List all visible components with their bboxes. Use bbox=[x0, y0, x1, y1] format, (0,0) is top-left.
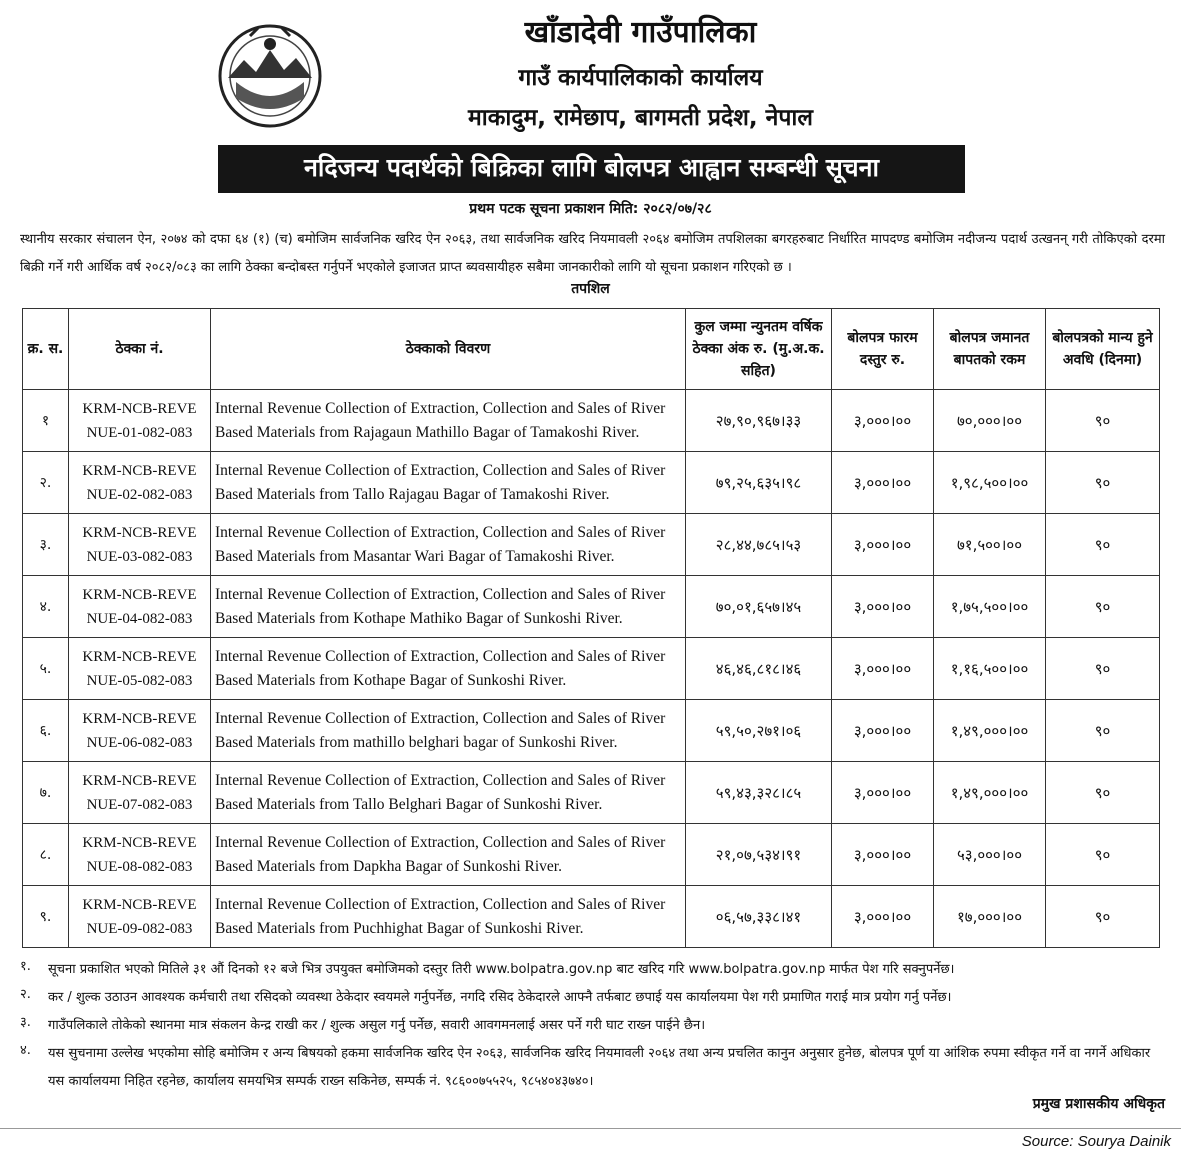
description-line-2: Based Materials from Tallo Rajagau Bagar of Tamakoshi River. bbox=[215, 485, 610, 503]
row-security: ५३,०००।०० bbox=[934, 824, 1046, 886]
description-line-1: Internal Revenue Collection of Extraction, Collection and Sales of River bbox=[215, 399, 666, 417]
contract-code-line-2: NUE-01-082-083 bbox=[86, 424, 193, 441]
row-form-fee: ३,०००।०० bbox=[832, 452, 934, 514]
row-sn: ८. bbox=[23, 824, 69, 886]
table-header-row bbox=[23, 309, 1160, 390]
note-text: गाउँपलिकाले तोकेको स्थानमा मात्र संकलन केन्द्र राखी कर / शुल्क असुल गर्नु पर्नेछ, सवारी आवगमनलाई असर पर्ने गरी घाट राख्न पाईने छैन। bbox=[48, 1018, 706, 1033]
row-security: १,४९,०००।०० bbox=[934, 700, 1046, 762]
row-min-amount: ५९,५०,२७१।०६ bbox=[686, 700, 832, 762]
contract-code-line-2: NUE-05-082-083 bbox=[86, 672, 193, 689]
row-sn: ९. bbox=[23, 886, 69, 948]
description-line-1: Internal Revenue Collection of Extraction, Collection and Sales of River bbox=[215, 523, 666, 541]
note-text: सूचना प्रकाशित भएको मितिले ३१ औं दिनको १२ बजे भित्र उपयुक्त बमोजिमको दस्तुर तिरी www.bolpatra.gov.np बाट खरिद गरि www.bolpatra.gov.np मार्फत पेश गरि सक्नुपर्नेछ। bbox=[48, 962, 955, 977]
row-validity: ९० bbox=[1046, 514, 1160, 576]
description-line-1: Internal Revenue Collection of Extraction, Collection and Sales of River bbox=[215, 461, 666, 479]
row-validity: ९० bbox=[1046, 886, 1160, 948]
note-number: ४. bbox=[20, 1043, 31, 1058]
row-description bbox=[211, 824, 686, 886]
note-item bbox=[20, 984, 1165, 1012]
note-number: २. bbox=[20, 987, 31, 1002]
row-min-amount: ७०,०१,६५७।४५ bbox=[686, 576, 832, 638]
row-contract-no bbox=[69, 700, 211, 762]
contract-code-line-1: KRM-NCB-REVE bbox=[82, 586, 197, 603]
row-contract-no bbox=[69, 638, 211, 700]
row-sn: ३. bbox=[23, 514, 69, 576]
note-item bbox=[20, 956, 1165, 984]
row-sn: २. bbox=[23, 452, 69, 514]
row-form-fee: ३,०००।०० bbox=[832, 390, 934, 452]
contract-code-line-2: NUE-06-082-083 bbox=[86, 734, 193, 751]
table-row bbox=[23, 514, 1160, 576]
row-form-fee: ३,०००।०० bbox=[832, 762, 934, 824]
row-validity: ९० bbox=[1046, 576, 1160, 638]
description-line-1: Internal Revenue Collection of Extraction, Collection and Sales of River bbox=[215, 895, 666, 913]
row-min-amount: २८,४४,७८५।५३ bbox=[686, 514, 832, 576]
note-number: ३. bbox=[20, 1015, 31, 1030]
row-min-amount: ४६,४६,८१८।४६ bbox=[686, 638, 832, 700]
row-validity: ९० bbox=[1046, 700, 1160, 762]
row-validity: ९० bbox=[1046, 638, 1160, 700]
contract-code-line-1: KRM-NCB-REVE bbox=[82, 834, 197, 851]
table-row bbox=[23, 824, 1160, 886]
header-validity: बोलपत्रको मान्य हुने अवधि (दिनमा) bbox=[1046, 309, 1160, 390]
row-form-fee: ३,०००।०० bbox=[832, 514, 934, 576]
row-contract-no bbox=[69, 514, 211, 576]
row-description bbox=[211, 886, 686, 948]
row-description bbox=[211, 638, 686, 700]
note-number: १. bbox=[20, 959, 31, 974]
note-item bbox=[20, 1040, 1165, 1096]
contracts-table bbox=[22, 308, 1160, 948]
contract-code-line-2: NUE-07-082-083 bbox=[86, 796, 193, 813]
description-line-1: Internal Revenue Collection of Extraction, Collection and Sales of River bbox=[215, 647, 666, 665]
row-min-amount: २७,९०,९६७।३३ bbox=[686, 390, 832, 452]
note-text: कर / शुल्क उठाउन आवश्यक कर्मचारी तथा रसिदको व्यवस्था ठेकेदार स्वयमले गर्नुपर्नेछ, नगदि रसिद ठेकेदारले आफ्नै तर्फबाट छपाई यस कार्यालयमा पेश गरी प्रमाणित गराई मात्र प्रयोग गर्नु पर्नेछ। bbox=[48, 990, 952, 1005]
note-item bbox=[20, 1012, 1165, 1040]
row-form-fee: ३,०००।०० bbox=[832, 576, 934, 638]
contract-code-line-2: NUE-08-082-083 bbox=[86, 858, 193, 875]
row-contract-no bbox=[69, 824, 211, 886]
section-label: तपशिल bbox=[571, 281, 610, 297]
source-credit: Source: Sourya Dainik bbox=[1021, 1133, 1171, 1150]
row-min-amount: २१,०७,५३४।९१ bbox=[686, 824, 832, 886]
header-min-amount: कुल जम्मा न्युनतम वर्षिक ठेक्का अंक रु. (मु.अ.क. सहित) bbox=[686, 309, 832, 390]
row-sn: १ bbox=[23, 390, 69, 452]
description-line-1: Internal Revenue Collection of Extraction, Collection and Sales of River bbox=[215, 709, 666, 727]
publication-date: प्रथम पटक सूचना प्रकाशन मिति: २०८२/०७/२८ bbox=[469, 201, 712, 217]
row-description bbox=[211, 514, 686, 576]
row-sn: ४. bbox=[23, 576, 69, 638]
row-security: १७,०००।०० bbox=[934, 886, 1046, 948]
row-sn: ६. bbox=[23, 700, 69, 762]
contract-code-line-2: NUE-03-082-083 bbox=[86, 548, 193, 565]
table-row bbox=[23, 886, 1160, 948]
table-row bbox=[23, 452, 1160, 514]
row-description bbox=[211, 576, 686, 638]
header-security: बोलपत्र जमानत बापतको रकम bbox=[934, 309, 1046, 390]
row-description bbox=[211, 390, 686, 452]
row-description bbox=[211, 452, 686, 514]
contract-code-line-1: KRM-NCB-REVE bbox=[82, 400, 197, 417]
contract-code-line-1: KRM-NCB-REVE bbox=[82, 710, 197, 727]
row-description bbox=[211, 700, 686, 762]
table-row bbox=[23, 762, 1160, 824]
contract-code-line-1: KRM-NCB-REVE bbox=[82, 896, 197, 913]
note-text: यस सुचनामा उल्लेख भएकोमा सोहि बमोजिम र अन्य बिषयको हकमा सार्वजनिक खरिद ऐन २०६३, सार्वजनिक खरिद नियमावली २०६४ तथा अन्य प्रचलित कानुन अनुसार हुनेछ, बोलपत्र पूर्ण या आंशिक रुपमा स्वीकृत गर्ने वा नगर्ने अधिकार यस कार्यालयमा निहित रहनेछ, कार्यालय समयभित्र सम्पर्क राख्न सकिनेछ, सम्पर्क नं. ९८६००७५५२५, ९८५४०४३७४०। bbox=[48, 1046, 1151, 1089]
row-description bbox=[211, 762, 686, 824]
row-min-amount: ०६,५७,३३८।४१ bbox=[686, 886, 832, 948]
contract-code-line-2: NUE-04-082-083 bbox=[86, 610, 193, 627]
contract-code-line-1: KRM-NCB-REVE bbox=[82, 462, 197, 479]
notice-header bbox=[0, 0, 1181, 140]
contract-code-line-1: KRM-NCB-REVE bbox=[82, 648, 197, 665]
description-line-2: Based Materials from Puchhighat Bagar of Sunkoshi River. bbox=[215, 919, 584, 937]
table-row bbox=[23, 638, 1160, 700]
description-line-2: Based Materials from Dapkha Bagar of Sunkoshi River. bbox=[215, 857, 562, 875]
row-sn: ५. bbox=[23, 638, 69, 700]
divider bbox=[0, 1128, 1181, 1129]
row-security: ७१,५००।०० bbox=[934, 514, 1046, 576]
row-min-amount: ७९,२५,६३५।९८ bbox=[686, 452, 832, 514]
row-form-fee: ३,०००।०० bbox=[832, 638, 934, 700]
description-line-2: Based Materials from Kothape Mathiko Bagar of Sunkoshi River. bbox=[215, 609, 623, 627]
description-line-2: Based Materials from Kothape Bagar of Sunkoshi River. bbox=[215, 671, 567, 689]
description-line-2: Based Materials from mathillo belghari bagar of Sunkoshi River. bbox=[215, 733, 618, 751]
row-security: १,४९,०००।०० bbox=[934, 762, 1046, 824]
row-security: ७०,०००।०० bbox=[934, 390, 1046, 452]
header-contract-no: ठेक्का नं. bbox=[69, 309, 211, 390]
notice-title-banner: नदिजन्य पदार्थको बिक्रिका लागि बोलपत्र आह्वान सम्बन्धी सूचना bbox=[218, 145, 965, 193]
table-row bbox=[23, 576, 1160, 638]
row-sn: ७. bbox=[23, 762, 69, 824]
contract-code-line-2: NUE-02-082-083 bbox=[86, 486, 193, 503]
row-contract-no bbox=[69, 390, 211, 452]
contract-code-line-1: KRM-NCB-REVE bbox=[82, 772, 197, 789]
table-row bbox=[23, 390, 1160, 452]
row-validity: ९० bbox=[1046, 824, 1160, 886]
notes-list bbox=[20, 956, 1165, 1096]
row-form-fee: ३,०००।०० bbox=[832, 824, 934, 886]
row-min-amount: ५९,४३,३२८।८५ bbox=[686, 762, 832, 824]
description-line-2: Based Materials from Rajagaun Mathillo Bagar of Tamakoshi River. bbox=[215, 423, 640, 441]
row-validity: ९० bbox=[1046, 390, 1160, 452]
row-form-fee: ३,०००।०० bbox=[832, 700, 934, 762]
row-validity: ९० bbox=[1046, 452, 1160, 514]
row-contract-no bbox=[69, 886, 211, 948]
header-form-fee: बोलपत्र फारम दस्तुर रु. bbox=[832, 309, 934, 390]
row-security: १,९८,५००।०० bbox=[934, 452, 1046, 514]
row-validity: ९० bbox=[1046, 762, 1160, 824]
row-security: १,७५,५००।०० bbox=[934, 576, 1046, 638]
description-line-2: Based Materials from Tallo Belghari Bagar of Sunkoshi River. bbox=[215, 795, 603, 813]
municipality-name: खाँडादेवी गाउँपालिका bbox=[524, 15, 757, 50]
row-contract-no bbox=[69, 576, 211, 638]
description-line-1: Internal Revenue Collection of Extraction, Collection and Sales of River bbox=[215, 833, 666, 851]
row-security: १,१६,५००।०० bbox=[934, 638, 1046, 700]
header-sn: क्र. स. bbox=[23, 309, 69, 390]
row-form-fee: ३,०००।०० bbox=[832, 886, 934, 948]
office-address: माकादुम, रामेछाप, बागमती प्रदेश, नेपाल bbox=[468, 105, 813, 131]
description-line-1: Internal Revenue Collection of Extraction, Collection and Sales of River bbox=[215, 585, 666, 603]
header-description: ठेक्काको विवरण bbox=[211, 309, 686, 390]
row-contract-no bbox=[69, 452, 211, 514]
signature: प्रमुख प्रशासकीय अधिकृत bbox=[1032, 1096, 1165, 1112]
description-line-2: Based Materials from Masantar Wari Bagar of Tamakoshi River. bbox=[215, 547, 615, 565]
office-name: गाउँ कार्यपालिकाको कार्यालय bbox=[518, 65, 763, 91]
description-line-1: Internal Revenue Collection of Extraction, Collection and Sales of River bbox=[215, 771, 666, 789]
contract-code-line-2: NUE-09-082-083 bbox=[86, 920, 193, 937]
contract-code-line-1: KRM-NCB-REVE bbox=[82, 524, 197, 541]
intro-paragraph: स्थानीय सरकार संचालन ऐन, २०७४ को दफा ६४ (१) (च) बमोजिम सार्वजनिक खरिद ऐन २०६३, तथा सार्वजनिक खरिद नियमावली २०६४ बमोजिम तपशिलका बगरहरुबाट निर्धारित मापदण्ड बमोजिम नदीजन्य पदार्थ उत्खनन् गरी तोकिएको दरमा बिक्री गर्ने गरी आर्थिक वर्ष २०८२/०८३ का लागि ठेक्का बन्दोबस्त गर्नुपर्ने भएकोले इजाजत प्राप्त ब्यवसायीहरु सबैमा जानकारीको लागि यो सूचना प्रकाशन गरिएको छ । bbox=[20, 232, 1165, 275]
row-contract-no bbox=[69, 762, 211, 824]
table-row bbox=[23, 700, 1160, 762]
